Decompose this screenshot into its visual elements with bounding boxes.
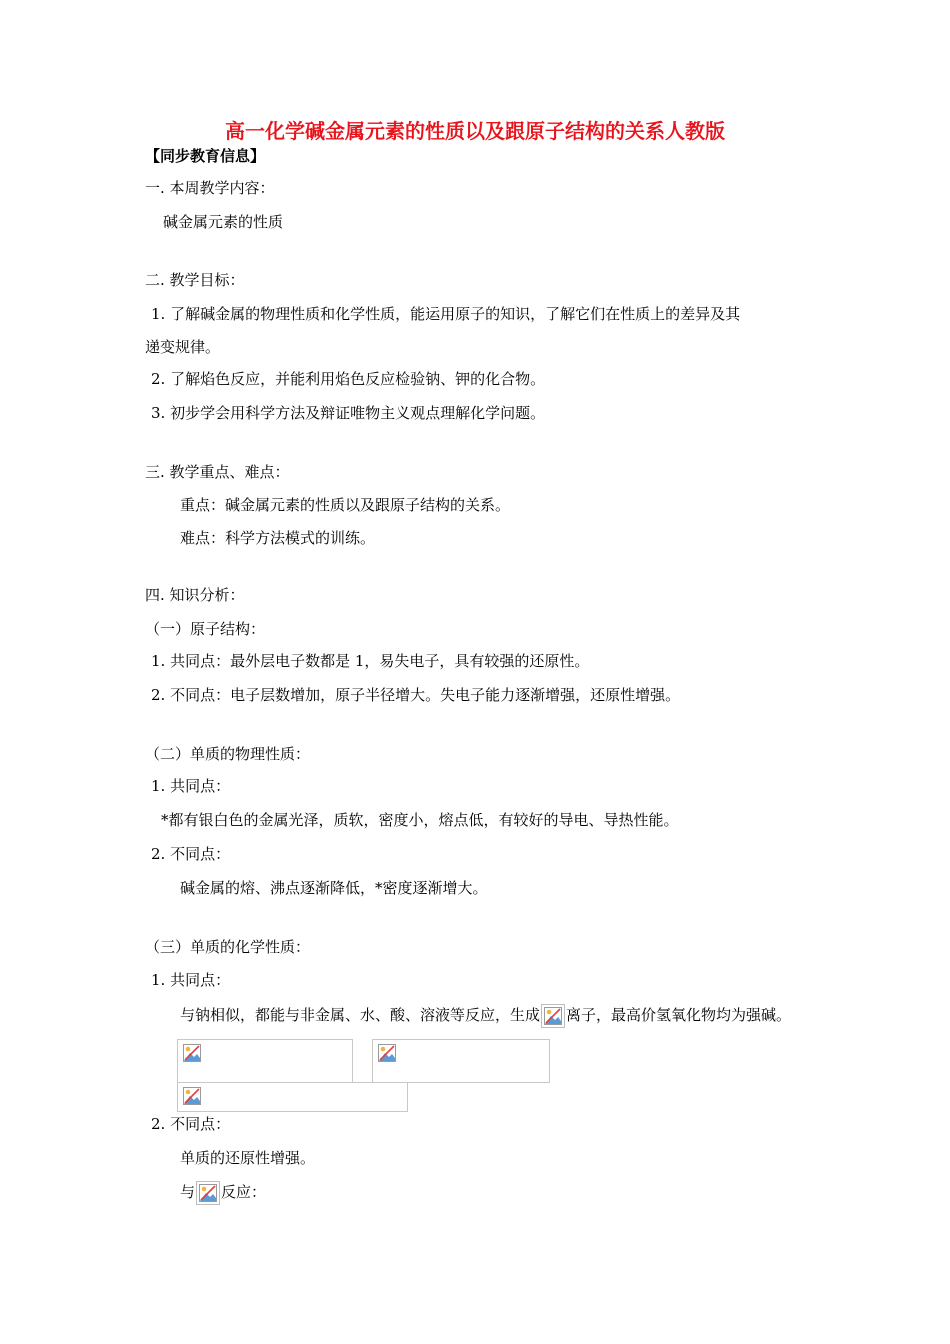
section-1-content: 碱金属元素的性质 xyxy=(163,213,284,231)
broken-image-icon xyxy=(196,1181,220,1205)
physical-common-text: *都有银白色的金属光泽，质软，密度小，熔点低，有较好的导电、导热性能。 xyxy=(161,811,679,829)
objective-2: 2. 了解焰色反应，并能利用焰色反应检验钠、钾的化合物。 xyxy=(151,370,546,388)
physical-difference-label: 2. 不同点： xyxy=(151,845,231,863)
chemical-common-text-b: 离子，最高价氢氧化物均为强碱。 xyxy=(566,1006,792,1024)
equation-image-3 xyxy=(177,1082,408,1112)
subsection-3-heading: （三）单质的化学性质： xyxy=(145,938,311,956)
document-title: 高一化学碱金属元素的性质以及跟原子结构的关系人教版 xyxy=(225,119,725,143)
physical-difference-text: 碱金属的熔、沸点逐渐降低，*密度逐渐增大。 xyxy=(180,879,488,897)
equation-image-1 xyxy=(177,1039,353,1083)
atomic-difference: 2. 不同点：电子层数增加，原子半径增大。失电子能力逐渐增强，还原性增强。 xyxy=(151,686,681,704)
objective-1-line-1: 1. 了解碱金属的物理性质和化学性质，能运用原子的知识，了解它们在性质上的差异及其 xyxy=(151,305,741,323)
broken-image-icon xyxy=(541,1004,565,1028)
chemical-common-text xyxy=(180,1004,791,1028)
objective-1-line-2: 递变规律。 xyxy=(145,338,221,356)
equation-image-2 xyxy=(372,1039,550,1083)
physical-common-label: 1. 共同点： xyxy=(151,777,231,795)
reaction-line-a: 与 xyxy=(180,1183,196,1201)
chemical-difference-label: 2. 不同点： xyxy=(151,1115,231,1133)
section-2-heading: 二. 教学目标： xyxy=(145,271,245,289)
chemical-common-label: 1. 共同点： xyxy=(151,971,231,989)
atomic-common-point: 1. 共同点：最外层电子数都是 1，易失电子，具有较强的还原性。 xyxy=(151,652,590,670)
broken-image-icon xyxy=(181,1042,205,1066)
chemical-difference-text: 单质的还原性增强。 xyxy=(180,1149,316,1167)
subsection-2-heading: （二）单质的物理性质： xyxy=(145,745,311,763)
section-4-heading: 四. 知识分析： xyxy=(145,586,245,604)
section-1-heading: 一. 本周教学内容： xyxy=(145,179,275,197)
broken-image-icon xyxy=(376,1042,400,1066)
subsection-1-heading: （一）原子结构： xyxy=(145,620,266,638)
reaction-line-b: 反应： xyxy=(221,1183,267,1201)
key-point: 重点：碱金属元素的性质以及跟原子结构的关系。 xyxy=(180,496,511,514)
section-3-heading: 三. 教学重点、难点： xyxy=(145,463,290,481)
chemical-common-text-a: 与钠相似，都能与非金属、水、酸、溶液等反应，生成 xyxy=(180,1006,541,1024)
broken-image-icon xyxy=(181,1085,205,1109)
section-header: 【同步教育信息】 xyxy=(145,147,266,165)
reaction-line xyxy=(180,1181,266,1205)
difficult-point: 难点：科学方法模式的训练。 xyxy=(180,529,376,547)
objective-3: 3. 初步学会用科学方法及辩证唯物主义观点理解化学问题。 xyxy=(151,404,546,422)
